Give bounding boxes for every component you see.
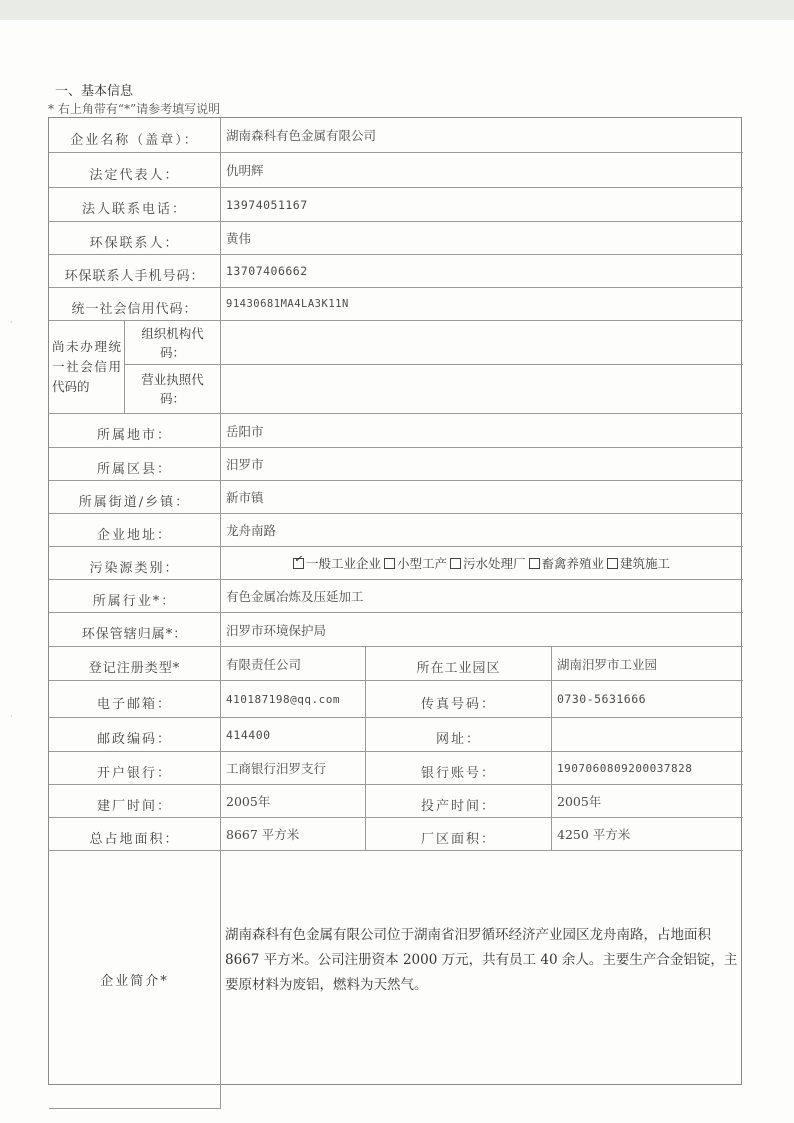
authority-value[interactable]: 汨罗市环境保护局: [221, 613, 743, 647]
industry-value[interactable]: 有色金属冶炼及压延加工: [221, 580, 743, 613]
park-label: 所在工业园区: [366, 647, 552, 681]
city-label: 所属地市：: [49, 414, 221, 448]
county-value[interactable]: 汨罗市: [221, 448, 743, 481]
intro-label: 企业简介*: [49, 851, 221, 1109]
biz-license-value[interactable]: [221, 365, 743, 414]
org-code-value[interactable]: [221, 321, 743, 365]
credit-code-label: 统一社会信用代码：: [49, 288, 221, 321]
address-value[interactable]: 龙舟南路: [221, 514, 743, 547]
city-value[interactable]: 岳阳市: [221, 414, 743, 448]
built-value[interactable]: 2005年: [221, 785, 366, 818]
legal-phone-label: 法人联系电话：: [49, 188, 221, 222]
basic-info-form: [48, 117, 742, 1085]
section-heading: 一、基本信息: [55, 84, 134, 99]
source-option-livestock[interactable]: 畜禽养殖业: [529, 554, 606, 572]
email-value[interactable]: 410187198@qq.com: [221, 681, 366, 718]
source-option-industrial[interactable]: ✓ 一般工业企业: [293, 554, 382, 572]
built-label: 建厂时间：: [49, 785, 221, 818]
env-contact-value[interactable]: 黄伟: [221, 222, 743, 255]
company-name-value[interactable]: 湖南森科有色金属有限公司: [221, 118, 743, 153]
website-label: 网址：: [366, 718, 552, 752]
fax-value[interactable]: 0730-5631666: [552, 681, 743, 718]
biz-license-label: 营业执照代码：: [125, 365, 221, 414]
postcode-value[interactable]: 414400: [221, 718, 366, 752]
town-value[interactable]: 新市镇: [221, 481, 743, 514]
company-name-label: 企业名称（盖章）：: [49, 118, 221, 153]
bank-value[interactable]: 工商银行汨罗支行: [221, 752, 366, 785]
org-code-label: 组织机构代码：: [125, 321, 221, 365]
town-label: 所属街道/乡镇：: [49, 481, 221, 514]
checkbox-icon: [529, 558, 540, 569]
credit-code-value[interactable]: 91430681MA4LA3K11N: [221, 288, 743, 321]
park-value[interactable]: 湖南汨罗市工业园: [552, 647, 743, 681]
checkbox-icon: [450, 558, 461, 569]
legal-rep-value[interactable]: 仇明辉: [221, 153, 743, 188]
checkbox-checked-icon: [293, 558, 304, 569]
env-contact-label: 环保联系人：: [49, 222, 221, 255]
checkbox-icon: [384, 558, 395, 569]
address-label: 企业地址：: [49, 514, 221, 547]
instruction-note: * 右上角带有“*”请参考填写说明: [48, 102, 221, 116]
margin-mark: ·: [10, 318, 13, 327]
legal-phone-value[interactable]: 13974051167: [221, 188, 743, 222]
top-scan-bar: [0, 0, 794, 20]
reg-type-label: 登记注册类型*: [49, 647, 221, 681]
account-value[interactable]: 1907060809200037828: [552, 752, 743, 785]
postcode-label: 邮政编码：: [49, 718, 221, 752]
account-label: 银行账号：: [366, 752, 552, 785]
source-type-label: 污染源类别：: [49, 547, 221, 580]
plant-area-label: 厂区面积：: [366, 818, 552, 851]
margin-mark: ·: [10, 712, 13, 721]
bank-label: 开户银行：: [49, 752, 221, 785]
source-option-construction[interactable]: 建筑施工: [607, 554, 671, 572]
source-type-options: [221, 547, 743, 580]
authority-label: 环保管辖归属*：: [49, 613, 221, 647]
industry-label: 所属行业*：: [49, 580, 221, 613]
email-label: 电子邮箱：: [49, 681, 221, 718]
website-value[interactable]: [552, 718, 743, 752]
no-credit-code-label: 尚未办理统一社会信用代码的: [49, 321, 125, 414]
intro-value[interactable]: 湖南森科有色金属有限公司位于湖南省汨罗循环经济产业园区龙舟南路，占地面积 8667 平方米。公司注册资本 2000 万元，共有员工 40 余人。主要生产合金铝锭，主要原材料为废铝，燃料为天然气。: [225, 927, 738, 993]
production-value[interactable]: 2005年: [552, 785, 743, 818]
env-mobile-label: 环保联系人手机号码：: [49, 255, 221, 288]
county-label: 所属区县：: [49, 448, 221, 481]
legal-rep-label: 法定代表人：: [49, 153, 221, 188]
total-area-label: 总占地面积：: [49, 818, 221, 851]
source-option-small[interactable]: 小型工产: [384, 554, 448, 572]
source-option-sewage[interactable]: 污水处理厂: [450, 554, 527, 572]
plant-area-value[interactable]: 4250 平方米: [552, 818, 743, 851]
reg-type-value[interactable]: 有限责任公司: [221, 647, 366, 681]
total-area-value[interactable]: 8667 平方米: [221, 818, 366, 851]
env-mobile-value[interactable]: 13707406662: [221, 255, 743, 288]
production-label: 投产时间：: [366, 785, 552, 818]
checkbox-icon: [607, 558, 618, 569]
fax-label: 传真号码：: [366, 681, 552, 718]
